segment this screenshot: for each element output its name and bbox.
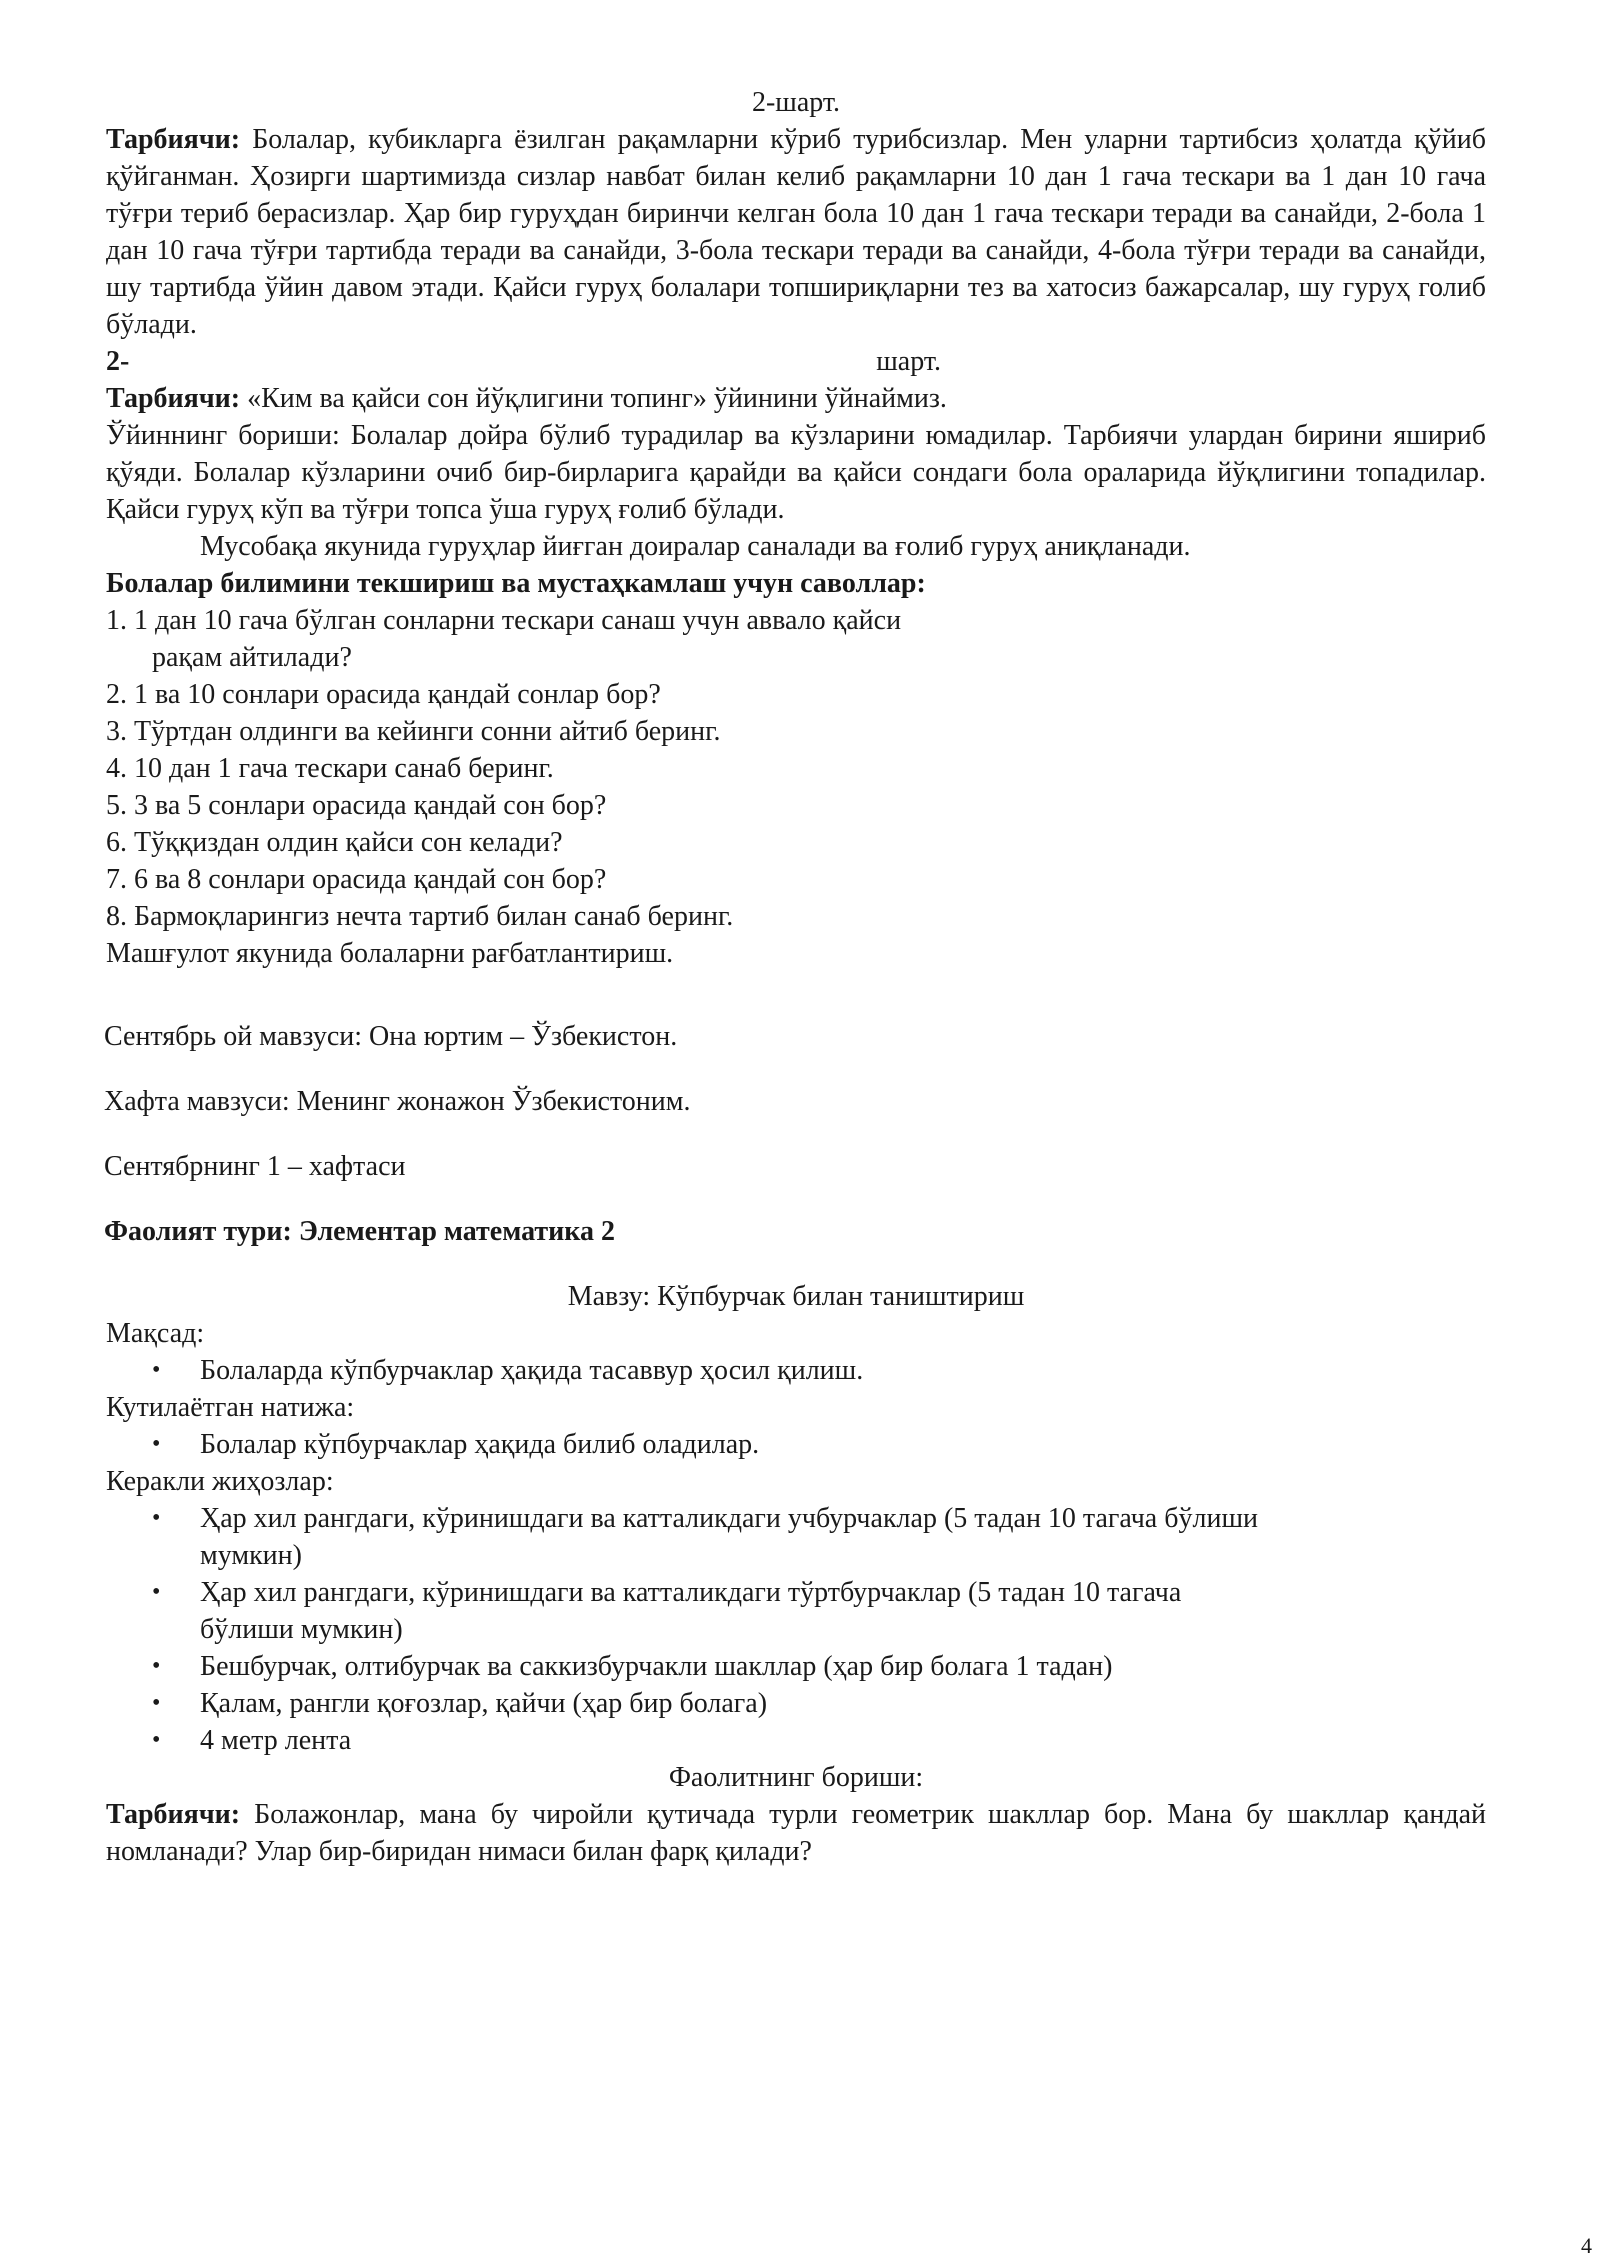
question-number: 5. <box>106 790 127 821</box>
speaker-label: Тарбиячи: <box>106 383 241 414</box>
question-item <box>106 676 1486 713</box>
week-theme: Хафта мавзуси: Менинг жонажон Ўзбекистоним. <box>104 1086 691 1117</box>
final-paragraph-text: Болажонлар, мана бу чиройли қутичада турли геометрик шакллар бор. Мана бу шакллар қандай номланади? Улар бир-биридан нимаси билан фарқ қилади? <box>106 1799 1487 1867</box>
process-label: Фаолитнинг бориши: <box>668 1762 924 1793</box>
list-item <box>152 1426 1486 1463</box>
speaker-label: Тарбиячи: <box>106 1799 241 1830</box>
bullet-icon: • <box>152 1505 161 1531</box>
speaker-label: Тарбиячи: <box>106 124 241 155</box>
game-intro <box>106 380 1486 417</box>
bullet-icon: • <box>152 1727 161 1753</box>
list-item-text: 4 метр лента <box>200 1725 352 1756</box>
materials-list <box>106 1500 1486 1759</box>
list-item <box>152 1648 1486 1685</box>
bullet-icon: • <box>152 1357 161 1383</box>
list-item <box>152 1574 1486 1648</box>
contest-result: Мусобақа якунида гуруҳлар йиғган доиралар саналади ва ғолиб гуруҳ аниқланади. <box>200 531 1191 562</box>
list-item <box>152 1352 1486 1389</box>
game-description: Ўйиннинг бориши: Болалар дойра бўлиб турадилар ва кўзларини юмадилар. Тарбиячи улардан бирини яшириб қўяди. Болалар кўзларини очиб бир-бирларига қарайди ва қайси сондаги бола ораларида йўқлигини топадилар. Қайси гуруҳ кўп ва тўғри топса ўша гуруҳ ғолиб бўлади. <box>106 420 1486 525</box>
goal-label: Мақсад: <box>106 1318 205 1349</box>
question-number: 6. <box>106 827 127 858</box>
month-theme: Сентябрь ой мавзуси: Она юртим – Ўзбекистон. <box>104 1021 678 1052</box>
question-text: Бармоқларингиз нечта тартиб билан санаб беринг. <box>134 901 734 932</box>
bullet-icon: • <box>152 1690 161 1716</box>
list-item-text: Ҳар хил рангдаги, кўринишдаги ва катталикдаги тўртбурчаклар (5 тадан 10 тагача <box>200 1577 1182 1608</box>
final-paragraph <box>106 1796 1486 1870</box>
week-label: Сентябрнинг 1 – хафтаси <box>104 1151 406 1182</box>
question-number: 2. <box>106 679 127 710</box>
list-item-text: Бешбурчак, олтибурчак ва саккизбурчакли шакллар (ҳар бир болага 1 тадан) <box>200 1651 1113 1682</box>
questions-list <box>106 602 1486 935</box>
question-number: 3. <box>106 716 127 747</box>
lesson-topic: Мавзу: Кўпбурчак билан таништириш <box>567 1281 1025 1312</box>
question-item <box>106 824 1486 861</box>
question-item <box>106 898 1486 935</box>
goal-list <box>106 1352 1486 1389</box>
condition-heading: 2-шарт. <box>751 87 841 118</box>
question-number: 4. <box>106 753 127 784</box>
result-list <box>106 1426 1486 1463</box>
question-item <box>106 713 1486 750</box>
question-text: 3 ва 5 сонлари орасида қандай сон бор? <box>134 790 607 821</box>
question-number: 8. <box>106 901 127 932</box>
materials-label: Керакли жиҳозлар: <box>106 1466 334 1497</box>
question-text-continued: рақам айтилади? <box>152 642 352 673</box>
activity-type: Фаолият тури: Элементар математика 2 <box>104 1216 615 1247</box>
heading-left: 2- <box>106 346 130 377</box>
list-item-text: Болаларда кўпбурчаклар ҳақида тасаввур ҳосил қилиш. <box>200 1355 864 1386</box>
heading-right: шарт. <box>876 346 941 377</box>
condition-paragraph <box>106 121 1486 343</box>
list-item-text: Ҳар хил рангдаги, кўринишдаги ва катталикдаги учбурчаклар (5 тадан 10 тагача бўлиши <box>200 1503 1258 1534</box>
question-text: Тўққиздан олдин қайси сон келади? <box>134 827 563 858</box>
closing-line: Машғулот якунида болаларни рағбатлантириш. <box>106 938 674 969</box>
question-text: 10 дан 1 гача тескари санаб беринг. <box>134 753 554 784</box>
list-item-text: Болалар кўпбурчаклар ҳақида билиб оладилар. <box>200 1429 760 1460</box>
questions-title: Болалар билимини текшириш ва мустаҳкамлаш учун саволлар: <box>106 568 926 599</box>
question-text: 6 ва 8 сонлари орасида қандай сон бор? <box>134 864 607 895</box>
question-text: Тўртдан олдинги ва кейинги сонни айтиб беринг. <box>134 716 721 747</box>
page-number: 4 <box>1581 2233 1592 2258</box>
condition-heading-split <box>106 343 1486 380</box>
page-content <box>106 84 1486 1870</box>
question-item <box>106 602 1486 676</box>
question-text: 1 ва 10 сонлари орасида қандай сонлар бор? <box>134 679 661 710</box>
bullet-icon: • <box>152 1653 161 1679</box>
question-item <box>106 787 1486 824</box>
list-item-text-continued: мумкин) <box>200 1540 302 1571</box>
result-label: Кутилаётган натижа: <box>106 1392 355 1423</box>
question-item <box>106 861 1486 898</box>
bullet-icon: • <box>152 1579 161 1605</box>
question-number: 1. <box>106 605 127 636</box>
list-item-text: Қалам, рангли қоғозлар, қайчи (ҳар бир болага) <box>200 1688 768 1719</box>
paragraph-text: Болалар, кубикларга ёзилган рақамларни кўриб турибсизлар. Мен уларни тартибсиз ҳолатда қўйиб қўйганман. Ҳозирги шартимизда сизлар навбат билан келиб рақамларни 10 дан 1 гача тескари ва 1 дан 10 гача тўғри териб берасизлар. Ҳар бир гуруҳдан биринчи келган бола 10 дан 1 гача тескари теради ва санайди, 2-бола 1 дан 10 гача тўғри тартибда теради ва санайди, 3-бола тескари теради ва санайди, 4-бола тўғри теради ва санайди, шу тартибда ўйин давом этади. Қайси гуруҳ болалари топшириқларни тез ва хатосиз бажарсалар, шу гуруҳ голиб бўлади. <box>106 124 1486 340</box>
list-item-text-continued: бўлиши мумкин) <box>200 1614 403 1645</box>
list-item <box>152 1685 1486 1722</box>
list-item <box>152 1500 1486 1574</box>
question-number: 7. <box>106 864 127 895</box>
list-item <box>152 1722 1486 1759</box>
question-text: 1 дан 10 гача бўлган сонларни тескари санаш учун аввало қайси <box>134 605 902 636</box>
question-item <box>106 750 1486 787</box>
bullet-icon: • <box>152 1431 161 1457</box>
game-intro-text: «Ким ва қайси сон йўқлигини топинг» ўйинини ўйнаймиз. <box>247 383 947 414</box>
